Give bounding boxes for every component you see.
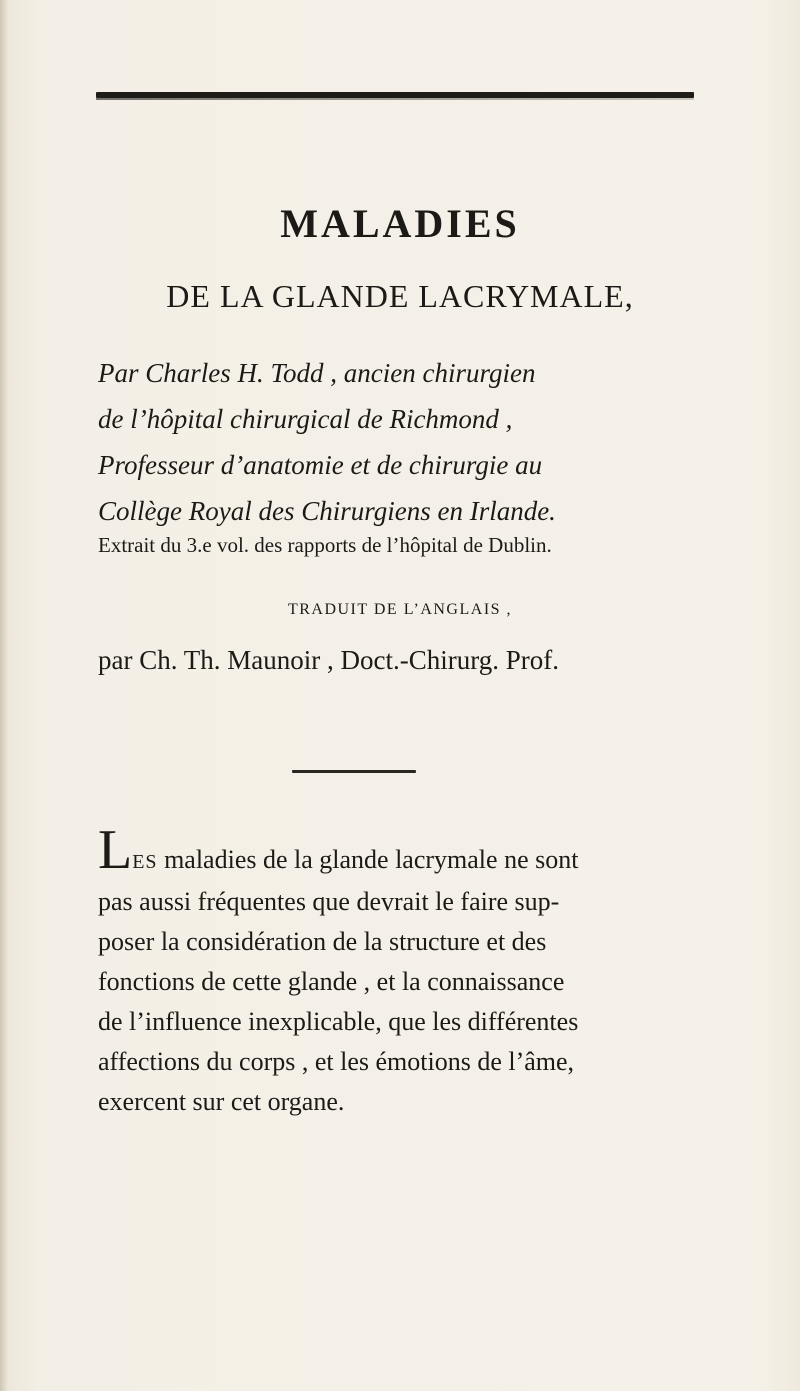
translated-note: TRADUIT DE L’ANGLAIS , — [287, 601, 513, 618]
author-line: Collège Royal des Chirurgiens en Irlande. — [98, 496, 556, 526]
author-line: Par Charles H. Todd , ancien chirurgien — [98, 358, 536, 388]
body-line: de l’influence inexplicable, que les différentes — [98, 1007, 579, 1036]
author-block — [98, 350, 778, 534]
first-word-rest: ES — [132, 851, 158, 873]
body-line-first — [98, 819, 708, 882]
extract-note: Extrait du 3.e vol. des rapports de l’hôpital de Dublin. — [98, 533, 552, 557]
body-line: poser la considération de la structure et des — [98, 927, 547, 956]
body-line: affections du corps , et les émotions de l’âme, — [98, 1047, 575, 1076]
body-paragraph — [98, 819, 708, 1122]
translator-line: par Ch. Th. Maunoir , Doct.-Chirurg. Prof. — [98, 645, 559, 675]
body-line: fonctions de cette glande , et la connaissance — [98, 967, 565, 996]
author-line: Professeur d’anatomie et de chirurgie au — [98, 450, 543, 480]
body-line: exercent sur cet organe. — [98, 1087, 345, 1116]
top-decorative-rule — [96, 92, 694, 98]
section-divider — [292, 770, 416, 773]
drop-cap-letter: L — [98, 819, 133, 881]
page-subtitle: DE LA GLANDE LACRYMALE, — [166, 278, 634, 314]
body-line: maladies de la glande lacrymale ne sont — [157, 845, 579, 874]
page-title: MALADIES — [280, 201, 520, 246]
body-line: pas aussi fréquentes que devrait le faire sup- — [98, 887, 560, 916]
author-line: de l’hôpital chirurgical de Richmond , — [98, 404, 513, 434]
